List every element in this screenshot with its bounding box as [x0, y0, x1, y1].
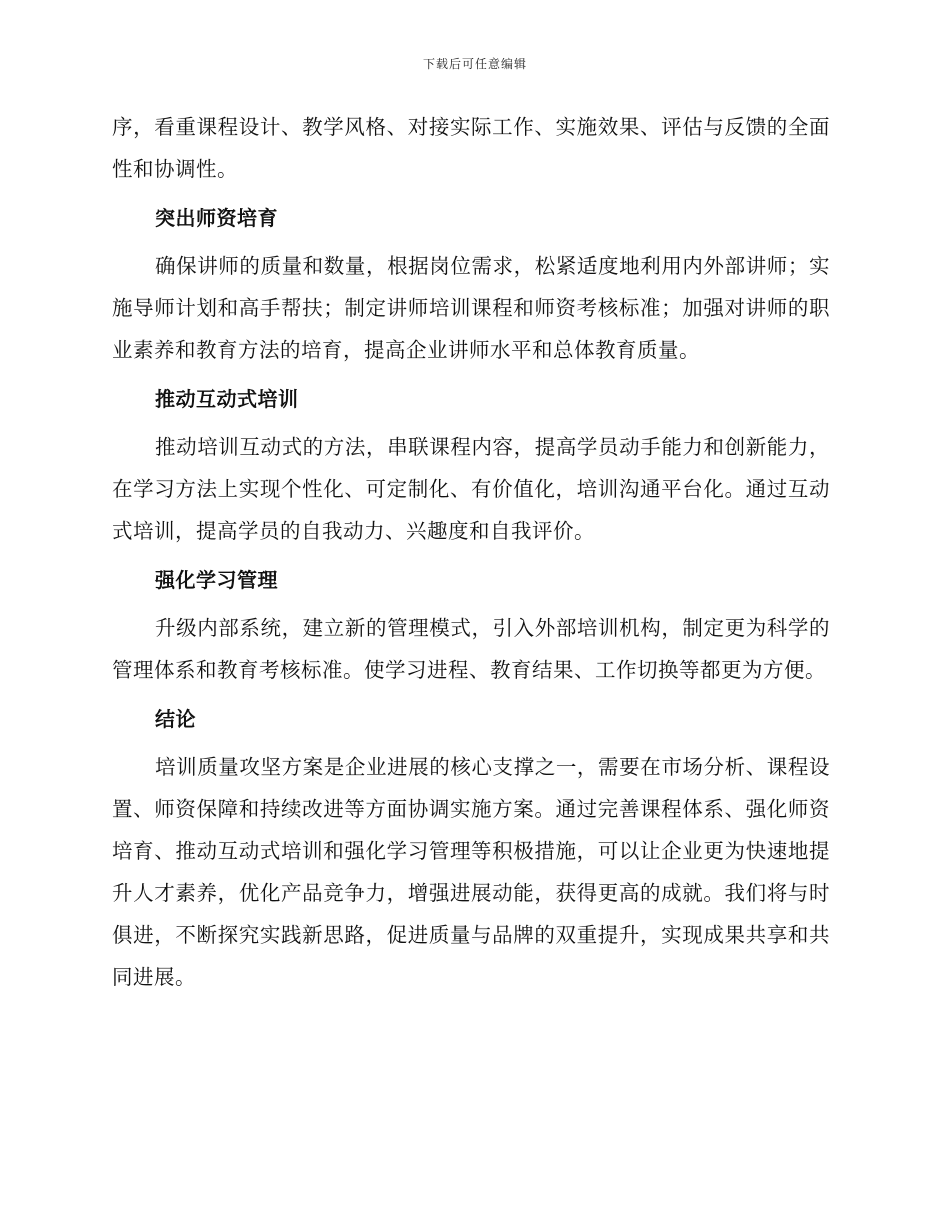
section-heading-interactive: 推动互动式培训 [155, 387, 299, 411]
intro-paragraph-tail: 序，看重课程设计、教学风格、对接实际工作、实施效果、评估与反馈的全面性和协调性。 [112, 115, 830, 181]
page-header: 下载后可任意编辑 [422, 57, 527, 71]
section-heading-conclusion: 结论 [155, 707, 196, 731]
section-body-teachers: 确保讲师的质量和数量，根据岗位需求，松紧适度地利用内外部讲师；实施导师计划和高手帮扶；制定讲师培训课程和师资考核标准；加强对讲师的职业素养和教育方法的培育，提高企业讲师水平和总体教育质量。 [112, 254, 830, 362]
section-body-conclusion: 培训质量攻坚方案是企业进展的核心支撑之一，需要在市场分析、课程设置、师资保障和持续改进等方面协调实施方案。通过完善课程体系、强化师资培育、推动互动式培训和强化学习管理等积极措施，可以让企业更为快速地提升人才素养，优化产品竞争力，增强进展动能，获得更高的成就。我们将与时俱进，不断探究实践新思路，促进质量与品牌的双重提升，实现成果共享和共同进展。 [112, 755, 830, 989]
section-body-interactive: 推动培训互动式的方法，串联课程内容，提高学员动手能力和创新能力，在学习方法上实现个性化、可定制化、有价值化，培训沟通平台化。通过互动式培训，提高学员的自我动力、兴趣度和自我评价。 [112, 435, 830, 543]
section-body-management: 升级内部系统，建立新的管理模式，引入外部培训机构，制定更为科学的管理体系和教育考核标准。使学习进程、教育结果、工作切换等都更为方便。 [112, 616, 830, 682]
section-heading-teachers: 突出师资培育 [155, 206, 278, 230]
section-heading-management: 强化学习管理 [155, 568, 278, 592]
document-body [112, 106, 830, 998]
